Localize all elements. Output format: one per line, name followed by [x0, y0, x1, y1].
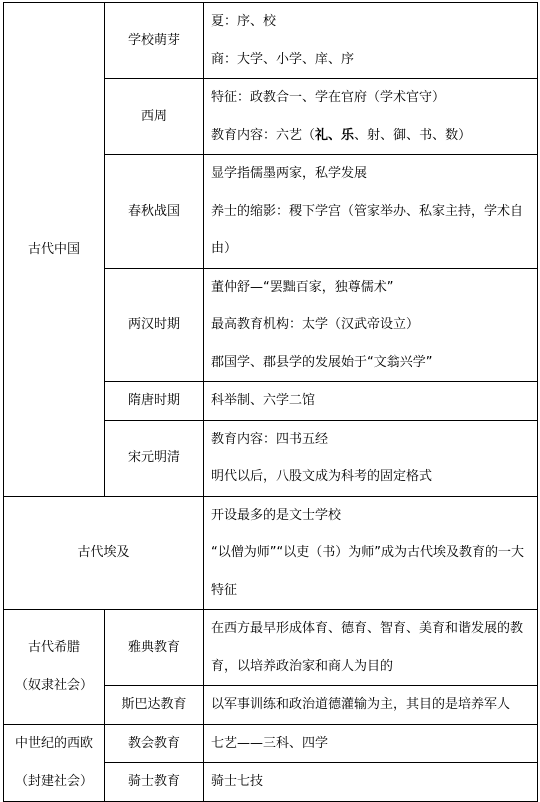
desc-line: 董仲舒—“罢黜百家，独尊儒术”: [211, 279, 394, 295]
desc-spring-autumn: [204, 155, 538, 269]
region-medieval-west: [4, 724, 105, 801]
desc-sui-tang: [204, 382, 538, 421]
region-ancient-china: 古代中国: [4, 3, 105, 497]
desc-line: 明代以后，八股文成为科考的固定格式: [211, 469, 433, 484]
desc-line: 商：大学、小学、庠、序: [211, 51, 355, 67]
desc-line: 特征：政教合一、学在官府（学术官守）: [211, 90, 446, 105]
six-arts-rites: 礼: [315, 127, 329, 143]
region-name: 古代希腊: [27, 640, 80, 656]
six-arts-separator: 、: [328, 127, 342, 143]
desc-athens: [204, 610, 538, 686]
desc-line-six-arts: [211, 117, 532, 155]
six-arts-music: 乐: [341, 127, 355, 143]
table-row: [4, 724, 538, 763]
period-song-yuan-ming-qing: 宋元明清: [105, 420, 204, 496]
period-school-origins: 学校萌芽: [105, 3, 204, 79]
region-name: 中世纪的西欧: [14, 736, 93, 751]
desc-line: 七艺——三科、四学: [211, 735, 329, 751]
desc-knight: [204, 763, 538, 802]
region-note: （封建社会）: [14, 773, 93, 789]
period-sparta: 斯巴达教育: [105, 686, 204, 725]
desc-line: 夏：序、校: [211, 14, 277, 29]
desc-ancient-egypt: [204, 496, 538, 610]
desc-han: [204, 268, 538, 382]
desc-line: 骑士七技: [211, 774, 264, 789]
desc-line: 科举制、六学二馆: [211, 393, 316, 408]
period-han: 两汉时期: [105, 268, 204, 382]
desc-school-origins: [204, 3, 538, 79]
period-spring-autumn: 春秋战国: [105, 155, 204, 269]
desc-line: “以僧为师”“以吏（书）为师”成为古代埃及教育的一大特征: [211, 545, 524, 598]
period-athens: 雅典教育: [105, 610, 204, 686]
region-ancient-greece: [4, 610, 105, 725]
desc-line: 养士的缩影：稷下学宫（管家举办、私家主持，学术自由）: [211, 203, 524, 256]
desc-line: 在西方最早形成体育、德育、智育、美育和谐发展的教育，以培养政治家和商人为目的: [211, 621, 524, 674]
desc-sparta: [204, 686, 538, 725]
desc-line: 郡国学、郡县学的发展始于“文翁兴学”: [211, 354, 433, 370]
desc-line: 开设最多的是文士学校: [211, 507, 342, 523]
period-western-zhou: 西周: [105, 79, 204, 155]
desc-western-zhou: [204, 79, 538, 155]
education-history-table: [3, 2, 538, 802]
desc-church: [204, 724, 538, 763]
desc-line: 以军事训练和政治道德灌输为主，其目的是培养军人: [211, 697, 511, 712]
region-ancient-egypt: 古代埃及: [4, 496, 204, 610]
desc-line: 教育内容：四书五经: [211, 431, 329, 447]
desc-line: 显学指儒墨两家，私学发展: [211, 166, 368, 181]
period-knight: 骑士教育: [105, 763, 204, 802]
period-church: 教会教育: [105, 724, 204, 763]
desc-song-yuan-ming-qing: [204, 420, 538, 496]
desc-line: 最高教育机构：太学（汉武帝设立）: [211, 317, 420, 332]
period-sui-tang: 隋唐时期: [105, 382, 204, 421]
six-arts-suffix: 、射、御、书、数）: [354, 127, 472, 143]
region-note: （奴隶社会）: [14, 677, 93, 693]
six-arts-prefix: 教育内容：六艺（: [211, 127, 316, 143]
